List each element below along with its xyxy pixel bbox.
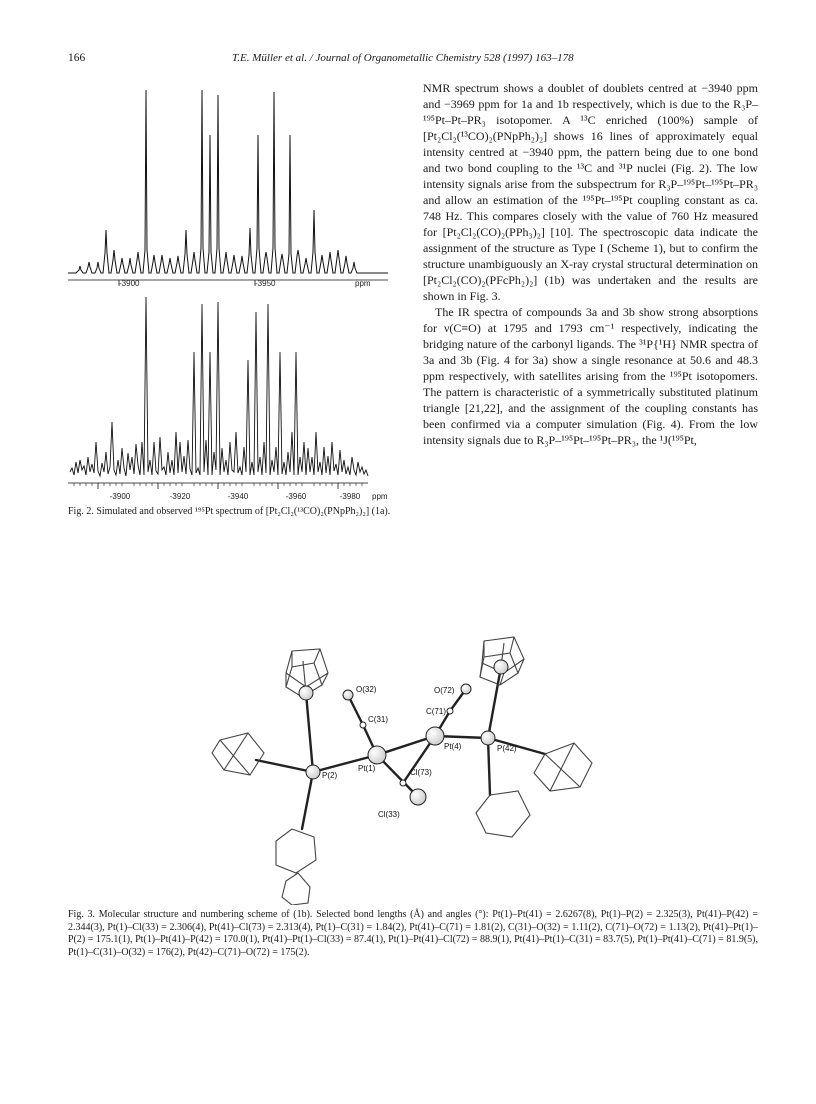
simulated-spectrum-plot (68, 80, 388, 290)
observed-spectrum-plot (68, 292, 388, 502)
atom-label: Pt(1) (358, 764, 376, 773)
body-paragraph: NMR spectrum shows a doublet of doublets centred at −3940 ppm and −3969 ppm for 1a and 1b respectively, which is due to the R₃P–¹⁹⁵Pt–Pt–PR₃ isotopomer. A ¹³C enriched (100%) sample of [Pt₂Cl₂(¹³CO)₂(PNpPh₂)₂] shows 16 lines of approximately equal intensity centred at −3940 ppm, the pattern being due to one bond and two bond coupling to the ¹³C and ³¹P nuclei (Fig. 2). The low intensity signals arise from the subspectrum for R₃P–¹⁹⁵Pt–¹⁹⁵Pt–PR₃ and allow an estimation of the ¹⁹⁵Pt–¹⁹⁵Pt coupling constant as ca. 748 Hz. This compares closely with the value of 760 Hz measured for [Pt₂Cl₂(CO)₂(PPh₃)₂] [10]. The spectroscopic data indicate the assignment of the structure as Type I (Scheme 1), but to confirm the structure unambiguously an X-ray crystal structural determination on [Pt₂Cl₂(CO)₂(PFcPh₂)₂] (1b) was undertaken and the results are shown in Fig. 3. (423, 81, 758, 303)
figure2-caption: Fig. 2. Simulated and observed ¹⁹⁵Pt spectrum of [Pt₂Cl₂(¹³CO)₂(PNpPh₂)₂] (1a). (68, 506, 391, 517)
atom-label: Pt(4) (444, 742, 462, 751)
atom-label: C(71) (426, 707, 447, 716)
body-paragraph: The IR spectra of compounds 3a and 3b show strong absorptions for ν(C≡O) at 1795 and 1793 cm⁻¹ respectively, indicating the bridging nature of the carbonyl ligands. The ³¹P{¹H} NMR spectra of 3a and 3b (Fig. 4 for 3a) show a single resonance at 50.6 and 48.3 ppm respectively, with satellites arising from the ¹⁹⁵Pt isotopomers. The pattern is characteristic of a symmetrically substituted platinum triangle [21,22], and the assignment of the coupling constants has been confirmed via a computer simulation (Fig. 4). From the low intensity signals due to R₃P–¹⁹⁵Pt–¹⁹⁵Pt–PR₃, the ¹J(¹⁹⁵Pt, (423, 305, 758, 447)
running-head: T.E. Müller et al. / Journal of Organometallic Chemistry 528 (1997) 163–178 (232, 52, 574, 64)
bottom-axis-tick: -3900 (109, 492, 131, 501)
bottom-axis-tick: -3920 (169, 492, 191, 501)
atom-label: P(2) (322, 771, 338, 780)
observed-spectrum-trace (70, 297, 368, 476)
atom-label: Cl(73) (410, 768, 432, 777)
atom-label: O(32) (356, 685, 377, 694)
body-text-column (423, 80, 758, 448)
bottom-axis-unit: ppm (372, 492, 388, 501)
figure3-caption: Fig. 3. Molecular structure and numbering scheme of (1b). Selected bond lengths (Å) and angles (°): Pt(1)–Pt(41) = 2.6267(8), Pt(1)–P(2) = 2.325(3), Pt(41)–P(42) = 2.344(3), Pt(1)–Cl(33) = 2.306(4), Pt(41)–Cl(73) = 2.313(4), Pt(1)–C(31) = 1.84(2), Pt(41)–C(71) = 1.81(2), C(31)–O(32) = 1.11(2), C(71)–O(72) = 1.13(2), Pt(41)–Pt(1)–P(2) = 175.1(1), Pt(1)–Pt(41)–P(42) = 170.0(1), Pt(41)–Pt(1)–Cl(33) = 87.4(1), Pt(1)–Pt(41)–Cl(72) = 88.9(1), Pt(41)–Pt(1)–C(31) = 83.7(5), Pt(1)–Pt(41)–C(71) = 81.9(5), Pt(1)–C(31)–O(32) = 176(2), Pt(42)–C(71)–O(72) = 175(2). (68, 909, 758, 958)
molecular-structure-drawing (188, 615, 628, 905)
atom-label: C(31) (368, 715, 389, 724)
top-axis-tick: -3950 (255, 279, 276, 288)
ring-bonds (212, 637, 592, 905)
bottom-axis-tick: -3960 (285, 492, 307, 501)
page-number: 166 (68, 52, 86, 64)
observed-spectrum (68, 292, 388, 502)
simulated-spectrum-trace (68, 90, 388, 273)
molecular-structure-figure (188, 615, 628, 910)
simulated-spectrum (68, 80, 388, 290)
top-axis-unit: ppm (355, 279, 371, 288)
atom-spheres (299, 660, 508, 805)
top-axis-tick: -3900 (119, 279, 140, 288)
atom-label: O(72) (434, 686, 455, 695)
bottom-axis-tick: -3940 (227, 492, 249, 501)
atom-label: P(42) (497, 744, 517, 753)
bottom-axis-tick: -3980 (339, 492, 361, 501)
atom-label: Cl(33) (378, 810, 400, 819)
